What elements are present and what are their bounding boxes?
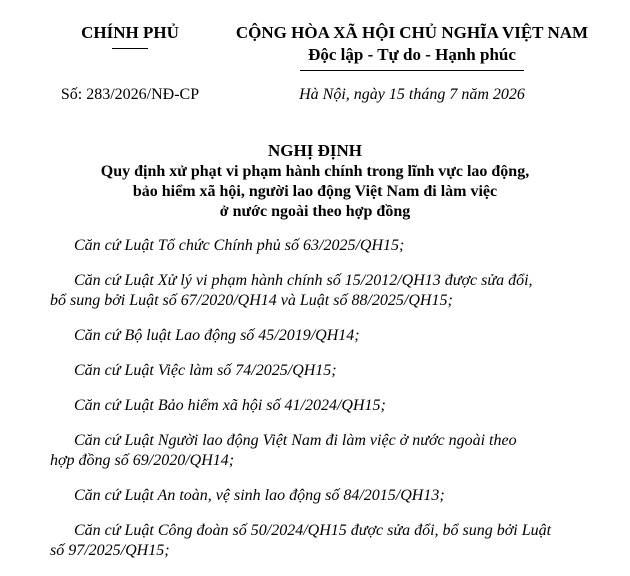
legal-ground	[62, 236, 590, 256]
document-title-block	[40, 140, 590, 222]
agency-block	[50, 22, 210, 49]
national-heading-block	[232, 22, 592, 71]
document-subject-line: bảo hiểm xã hội, người lao động Việt Nam đi làm việc	[132, 183, 498, 200]
legal-ground-continuation: bổ sung bởi Luật số 67/2020/QH14 và Luật số 88/2025/QH15;	[50, 292, 453, 309]
legal-ground	[62, 396, 590, 416]
legal-ground	[62, 486, 590, 506]
legal-ground-text: Căn cứ Luật An toàn, vệ sinh lao động số 84/2015/QH13;	[74, 487, 445, 504]
legal-ground	[50, 431, 590, 471]
agency-name: CHÍNH PHỦ	[81, 23, 179, 42]
legal-ground-text: Căn cứ Luật Bảo hiểm xã hội số 41/2024/QH15;	[74, 397, 386, 414]
document-type: NGHỊ ĐỊNH	[268, 141, 362, 160]
legal-ground-continuation: số 97/2025/QH15;	[50, 542, 170, 559]
agency-underline	[112, 48, 148, 49]
document-subject-line: Quy định xử phạt vi phạm hành chính trong lĩnh vực lao động,	[100, 163, 530, 180]
document-subject-line: ở nước ngoài theo hợp đồng	[219, 203, 411, 220]
legal-ground-text: Căn cứ Luật Công đoàn số 50/2024/QH15 được sửa đổi, bổ sung bởi Luật	[74, 522, 552, 539]
legal-ground	[62, 361, 590, 381]
place-and-date: Hà Nội, ngày 15 tháng 7 năm 2026	[299, 86, 525, 103]
motto-underline	[300, 70, 524, 71]
legal-ground-text: Căn cứ Luật Việc làm số 74/2025/QH15;	[74, 362, 337, 379]
legal-ground-text: Căn cứ Bộ luật Lao động số 45/2019/QH14;	[74, 327, 360, 344]
national-name: CỘNG HÒA XÃ HỘI CHỦ NGHĨA VIỆT NAM	[235, 23, 589, 42]
legal-ground-text: Căn cứ Luật Tổ chức Chính phủ số 63/2025/QH15;	[74, 237, 405, 254]
legal-grounds-list	[50, 236, 590, 576]
legal-ground	[62, 326, 590, 346]
document-number: Số: 283/2026/NĐ-CP	[60, 86, 200, 103]
national-motto: Độc lập - Tự do - Hạnh phúc	[308, 45, 516, 64]
legal-ground-text: Căn cứ Luật Người lao động Việt Nam đi làm việc ở nước ngoài theo	[74, 432, 517, 449]
legal-ground-continuation: hợp đồng số 69/2020/QH14;	[50, 452, 235, 469]
legal-ground-text: Căn cứ Luật Xử lý vi phạm hành chính số 15/2012/QH13 được sửa đổi,	[74, 272, 533, 289]
legal-ground	[50, 271, 590, 311]
legal-ground	[50, 521, 590, 561]
